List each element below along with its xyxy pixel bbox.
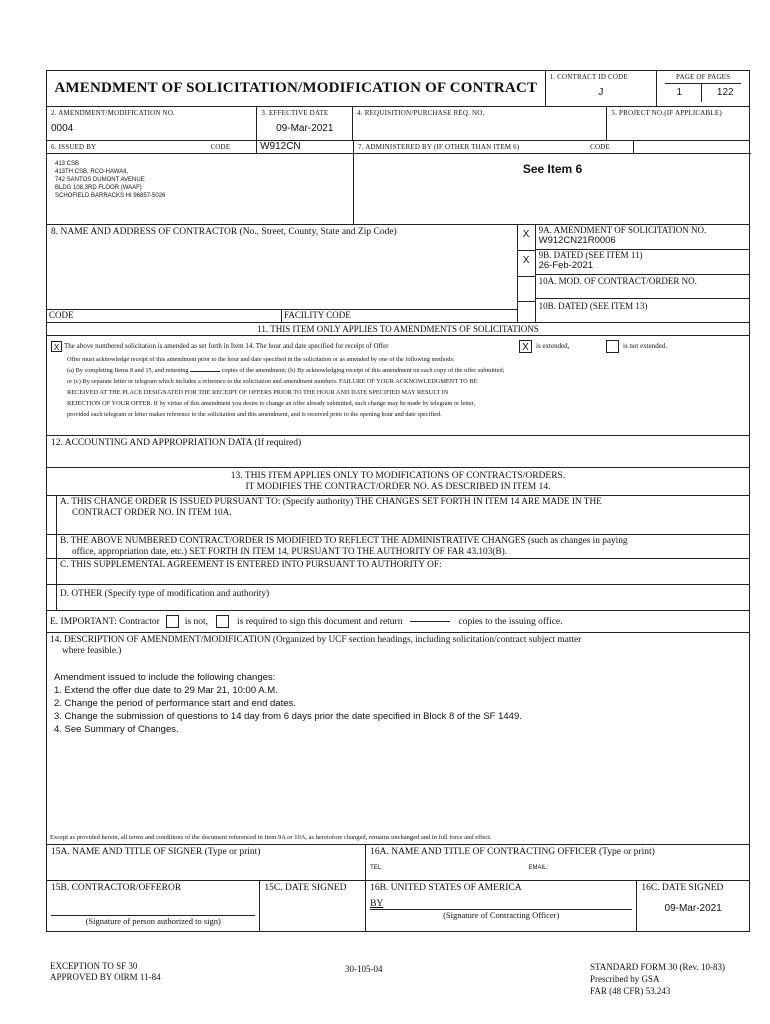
- amendment-solicitation-label: 9A. AMENDMENT OF SOLICITATION NO.: [538, 225, 707, 235]
- contract-id-code-label: 1. CONTRACT ID CODE: [549, 73, 628, 81]
- issued-by-label: 6. ISSUED BY: [51, 143, 97, 151]
- item13-header1: 13. THIS ITEM APPLIES ONLY TO MODIFICATIONS OF CONTRACTS/ORDERS.: [230, 470, 566, 481]
- item-e-row: [47, 611, 749, 633]
- administered-code-label: CODE: [590, 143, 610, 151]
- by-label: BY: [370, 899, 384, 909]
- is-required-label: is required to sign this document and return: [237, 616, 403, 627]
- is-not-label: is not,: [184, 616, 209, 627]
- not-extended-checkbox[interactable]: [606, 340, 619, 353]
- date-signed-15c-label: 15C. DATE SIGNED: [264, 883, 347, 893]
- item13-a: A. THIS CHANGE ORDER IS ISSUED PURSUANT TO: (Specify authority) THE CHANGES SET FORTH IN ITEM 14 ARE MADE IN THE CONTRACT ORDER NO. IN ITEM 10A.: [60, 497, 602, 518]
- mod-dated-label: 10B. DATED (SEE ITEM 13): [538, 301, 648, 311]
- project-no-label: 5. PROJECT NO.(IF APPLICABLE): [611, 109, 722, 117]
- dated-label: 9B. DATED (SEE ITEM 11): [538, 250, 643, 260]
- solicitation-amended-checkbox[interactable]: X: [51, 341, 62, 352]
- checkmark-9a: X: [518, 225, 535, 251]
- page-number: 1: [657, 84, 702, 102]
- extended-label: is extended,: [536, 341, 570, 350]
- far-label: FAR (48 CFR) 53.243: [590, 986, 671, 996]
- exception-label: EXCEPTION TO SF 30: [50, 961, 138, 971]
- item11-header: 11. THIS ITEM ONLY APPLIES TO AMENDMENTS OF SOLICITATIONS: [257, 324, 539, 334]
- item13-header2: IT MODIFIES THE CONTRACT/ORDER NO. AS DESCRIBED IN ITEM 14.: [245, 481, 551, 492]
- facility-code-label: FACILITY CODE: [281, 310, 353, 322]
- dated-value: 26-Feb-2021: [538, 260, 594, 271]
- amendment-form: [46, 70, 750, 932]
- row-amendment-number: [47, 107, 749, 141]
- contractor-name-label: 8. NAME AND ADDRESS OF CONTRACTOR (No., Street, County, State and Zip Code): [51, 227, 397, 237]
- is-not-checkbox[interactable]: [166, 615, 179, 628]
- copies-blank-e: [410, 621, 450, 622]
- date-signed-16c-label: 16C. DATE SIGNED: [641, 883, 724, 893]
- row-contractor: [47, 225, 749, 323]
- amendment-solicitation-no: W912CN21R0006: [538, 235, 616, 246]
- administered-by-label: 7. ADMINISTERED BY (IF OTHER THAN ITEM 6): [358, 143, 520, 151]
- usa-label: 16B. UNITED STATES OF AMERICA: [370, 883, 522, 893]
- important-label: E. IMPORTANT: Contractor: [50, 616, 160, 627]
- form-title: AMENDMENT OF SOLICITATION/MODIFICATION OF CONTRACT: [54, 80, 538, 96]
- copies-label: copies to the issuing office.: [458, 616, 563, 627]
- effective-date-label: 3. EFFECTIVE DATE: [261, 109, 329, 117]
- amendment-no-label: 2. AMENDMENT/MODIFICATION NO.: [51, 109, 176, 117]
- item11-instructions: Offer must acknowledge receipt of this amendment prior to the hour and date specified in the solicitation or as amended by one of the following methods: (a) By completing Items 8 and 15, and returning copies of the amendment; (b) By acknowledging receipt of this amendment on each copy of the offer submitted; or (c) By separate letter or telegram which includes a reference to the solicitation and amendment numbers. FAILURE OF YOUR ACKNOWLEDGMENT TO BE RECEIVED AT THE PLACE DESIGNATED FOR THE RECEIPT OF OFFERS PRIOR TO THE HOUR AND DATE SPECIFIED MAY RESULT IN REJECTION OF YOUR OFFER. If by virtue of this amendment you desire to change an offer already submitted, such change may be made by telegram or letter, provided each telegram or letter makes reference to the solicitation and this amendment, and is received prior to the opening hour and date specified.: [67, 356, 505, 418]
- not-extended-label: is not extended.: [623, 341, 668, 350]
- date-signed-16c: 09-Mar-2021: [664, 903, 722, 914]
- issued-by-code-label: CODE: [210, 143, 231, 151]
- item13-d: D. OTHER (Specify type of modification and authority): [60, 589, 270, 599]
- mod-contract-label: 10A. MOD. OF CONTRACT/ORDER NO.: [538, 276, 697, 286]
- item14-block: [47, 633, 749, 845]
- item13-b: B. THE ABOVE NUMBERED CONTRACT/ORDER IS MODIFIED TO REFLECT THE ADMINISTRATIVE CHANGES (such as changes in paying office, appropriation date, etc.) SET FORTH IN ITEM 14, PURSUANT TO THE AUTHORITY OF FAR 43.103(B).: [60, 536, 628, 557]
- prescribed-label: Prescribed by GSA: [590, 974, 660, 984]
- page-count: 122: [716, 87, 734, 98]
- issued-by-code: W912CN: [256, 141, 353, 153]
- see-item-note: See Item 6: [522, 162, 583, 176]
- header-row: [47, 71, 749, 107]
- description-label: 14. DESCRIPTION OF AMENDMENT/MODIFICATION (Organized by UCF section headings, including solicitation/contract subject matter where feasible.): [50, 635, 582, 656]
- extended-checkbox[interactable]: X: [519, 340, 532, 353]
- amendment-no: 0004: [51, 123, 74, 134]
- item11-block: [47, 336, 749, 436]
- tel-label: TEL:: [370, 865, 383, 871]
- signature-officer-label: (Signature of Contracting Officer): [370, 909, 632, 920]
- requisition-no-label: 4. REQUISITION/PURCHASE REQ. NO.: [357, 109, 485, 117]
- signature-person-label: (Signature of person authorized to sign): [51, 915, 255, 926]
- item13-c: C. THIS SUPPLEMENTAL AGREEMENT IS ENTERED INTO PURSUANT TO AUTHORITY OF:: [60, 560, 442, 570]
- form-number: 30-105-04: [345, 964, 383, 974]
- page-of-pages-label: PAGE OF PAGES: [665, 71, 741, 84]
- copies-blank: [190, 371, 220, 372]
- standard-form-label: STANDARD FORM 30 (Rev. 10-83): [590, 962, 725, 972]
- issuer-address: 413 CSB 413TH CSB, RCO-HAWAII, 742 SANTOS DUMONT AVENUE BLDG 108,3RD FLOOR (WAAF) SCHOFIELD BARRACKS HI 96857-5026: [55, 161, 166, 199]
- row-issued-by: [47, 141, 749, 225]
- item11-line1: The above numbered solicitation is amended as set forth in Item 14. The hour and date specified for receipt of Offer: [64, 341, 389, 350]
- description-body: Amendment issued to include the following changes: 1. Extend the offer due date to 29 Mar 21, 10:00 A.M. 2. Change the period of performance start and end dates. 3. Change the submission of questions to 14 day from 6 days prior the date specified in Block 8 of the SF 1449. 4. See Summary of Changes.: [54, 672, 522, 735]
- signer-name-label: 15A. NAME AND TITLE OF SIGNER (Type or print): [51, 847, 261, 857]
- is-required-checkbox[interactable]: [216, 615, 229, 628]
- contractor-code-label: CODE: [49, 310, 74, 320]
- officer-name-label: 16A. NAME AND TITLE OF CONTRACTING OFFICER (Type or print): [370, 847, 655, 857]
- contractor-offeror-label: 15B. CONTRACTOR/OFFEROR: [51, 883, 182, 893]
- effective-date: 09-Mar-2021: [276, 123, 334, 134]
- except-note: Except as provided herein, all terms and conditions of the document referenced in Item 9A or 10A, as heretofore changed, remains unchanged and in full force and effect.: [50, 834, 492, 841]
- contract-id-code: J: [598, 87, 604, 98]
- accounting-data-label: 12. ACCOUNTING AND APPROPRIATION DATA (If required): [51, 438, 302, 448]
- checkmark-9b: X: [518, 251, 535, 277]
- email-label: EMAIL:: [528, 865, 549, 871]
- approved-label: APPROVED BY OIRM 11-84: [50, 972, 161, 982]
